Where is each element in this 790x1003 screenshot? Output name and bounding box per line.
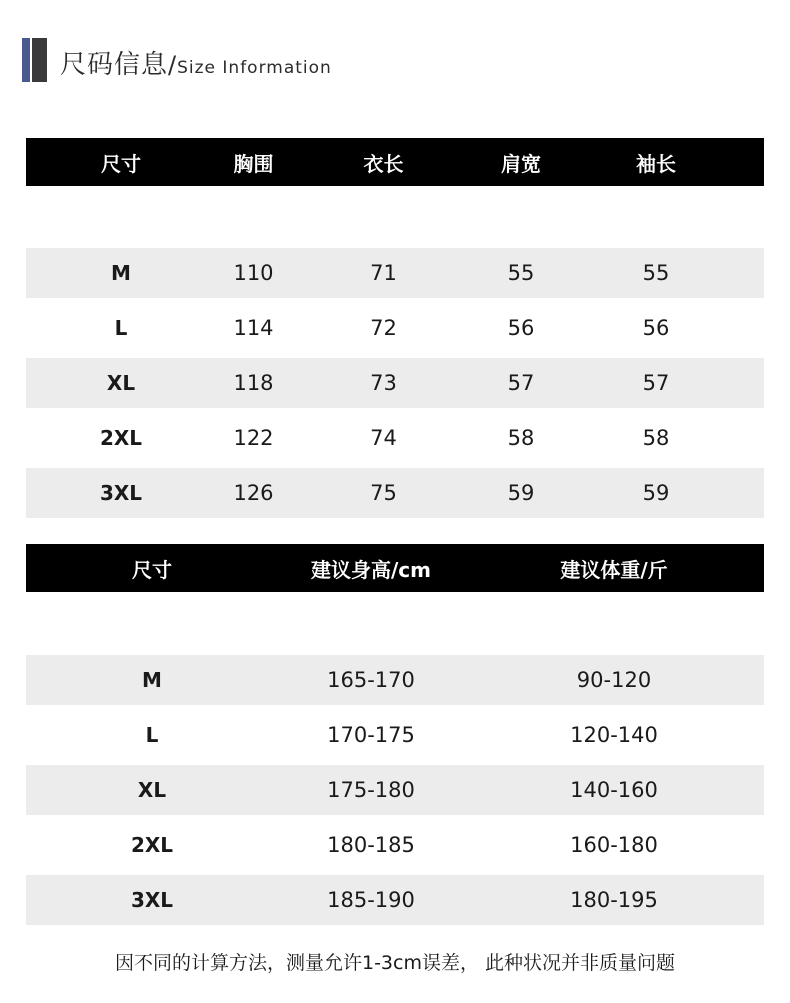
table-cell: 59: [507, 481, 535, 505]
column-header: 袖长: [636, 151, 676, 176]
fit-table-header: [26, 544, 764, 592]
title-english: Size Information: [177, 58, 332, 78]
table-cell: 55: [507, 261, 535, 285]
table-cell: 170-175: [327, 723, 415, 747]
fit-table: [26, 544, 764, 925]
table-row: [26, 303, 764, 353]
table-cell: 56: [507, 316, 535, 340]
table-cell: 72: [370, 316, 397, 340]
section-header: [22, 38, 622, 82]
table-cell: 160-180: [570, 833, 658, 857]
table-row: [26, 875, 764, 925]
table-row: [26, 710, 764, 760]
table-spacer: [26, 186, 764, 248]
table-cell: 122: [233, 426, 274, 450]
accent-bar: [22, 38, 30, 82]
table-spacer: [26, 592, 764, 655]
title-separator: /: [168, 51, 178, 79]
size-cell: M: [111, 261, 131, 285]
column-header: 建议身高/cm: [311, 557, 431, 582]
table-row: [26, 413, 764, 463]
table-row: [26, 820, 764, 870]
measurement-disclaimer: 因不同的计算方法，测量允许1-3cm误差， 此种状况并非质量问题: [114, 952, 676, 974]
table-cell: 73: [370, 371, 397, 395]
table-cell: 71: [370, 261, 397, 285]
table-cell: 140-160: [570, 778, 658, 802]
table-row: [26, 248, 764, 298]
table-cell: 56: [642, 316, 670, 340]
size-table: [26, 138, 764, 518]
table-cell: 57: [642, 371, 670, 395]
table-cell: 165-170: [327, 668, 415, 692]
table-cell: 180-195: [570, 888, 658, 912]
column-header: 肩宽: [501, 151, 541, 176]
size-cell: 3XL: [99, 481, 143, 505]
table-cell: 180-185: [327, 833, 415, 857]
table-cell: 118: [233, 371, 274, 395]
table-cell: 185-190: [327, 888, 415, 912]
column-header: 胸围: [233, 151, 274, 176]
column-header: 尺寸: [101, 151, 141, 176]
accent-bar-dark: [32, 38, 47, 82]
page-title: [60, 44, 332, 81]
table-row: [26, 765, 764, 815]
size-cell: XL: [106, 371, 136, 395]
table-cell: 59: [642, 481, 670, 505]
size-cell: XL: [137, 778, 167, 802]
title-chinese: 尺码信息: [60, 50, 169, 80]
size-table-header: [26, 138, 764, 186]
table-cell: 75: [370, 481, 397, 505]
size-cell: 2XL: [99, 426, 143, 450]
size-cell: L: [114, 316, 128, 340]
size-cell: 2XL: [130, 833, 174, 857]
table-cell: 175-180: [327, 778, 415, 802]
table-cell: 114: [233, 316, 274, 340]
table-row: [26, 468, 764, 518]
table-row: [26, 655, 764, 705]
table-cell: 58: [642, 426, 670, 450]
table-cell: 90-120: [576, 668, 652, 692]
table-cell: 120-140: [570, 723, 658, 747]
table-row: [26, 358, 764, 408]
table-cell: 58: [507, 426, 535, 450]
column-header: 尺寸: [132, 557, 172, 582]
table-cell: 57: [507, 371, 535, 395]
size-cell: M: [142, 668, 162, 692]
size-cell: L: [145, 723, 159, 747]
column-header: 衣长: [363, 151, 404, 176]
size-cell: 3XL: [130, 888, 174, 912]
table-cell: 74: [370, 426, 397, 450]
column-header: 建议体重/斤: [560, 557, 668, 582]
table-cell: 126: [233, 481, 274, 505]
table-cell: 55: [642, 261, 670, 285]
table-cell: 110: [233, 261, 274, 285]
